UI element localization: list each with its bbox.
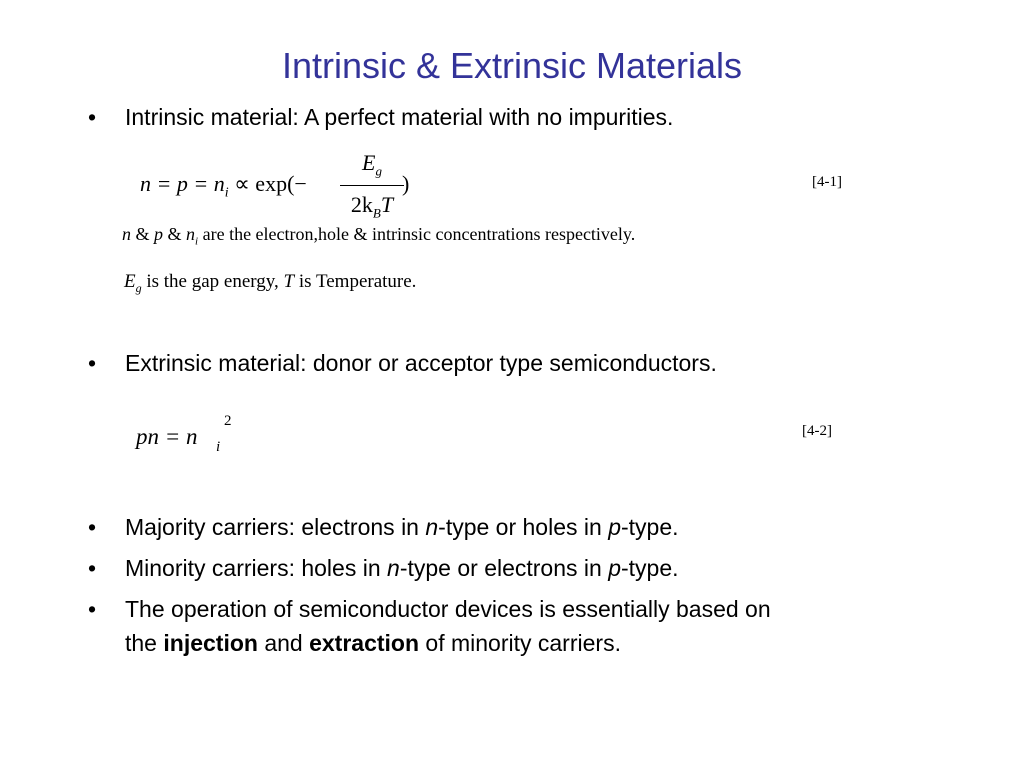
bullet-text: Intrinsic material: A perfect material with no impurities. (125, 104, 674, 130)
bullet-marker: • (88, 514, 97, 540)
eq2-superscript: 2 (224, 413, 232, 429)
bullet-text-line1: The operation of semiconductor devices is essentially based on (125, 596, 771, 622)
eq1-denominator: $2k_BT$ (350, 192, 394, 221)
bullet-marker: • (88, 555, 97, 581)
eq1-reference: [4-1] (812, 174, 842, 190)
eq2-subscript: i (216, 439, 221, 455)
bullet-marker: • (88, 350, 97, 376)
bullet-text: Extrinsic material: donor or acceptor type semiconductors. (125, 350, 717, 376)
equation-4-1 (140, 171, 307, 201)
equation-4-2: pn = n (136, 424, 198, 449)
eq1-close-paren: ) (402, 171, 410, 196)
eq1-lhs: n = p = n (140, 171, 225, 196)
bullet-text: Majority carriers: electrons in n-type or holes in p-type. (125, 514, 679, 540)
eq1-rhs: ∝ exp(− (228, 171, 307, 196)
eq1-fraction-bar (340, 185, 404, 186)
bullet-marker: • (88, 104, 97, 130)
bullet-marker: • (88, 596, 97, 622)
slide-title: Intrinsic & Extrinsic Materials (281, 45, 743, 86)
eq1-numerator: $E_g$ (362, 150, 382, 179)
bullet-text-line2: the injection and extraction of minority carriers. (125, 630, 621, 656)
eq1-lhs-sub: i (224, 185, 229, 201)
bullet-text: Minority carriers: holes in n-type or electrons in p-type. (125, 555, 679, 581)
eq1-note-concentrations: n & p & $n_i$ are the electron,hole & intrinsic concentrations respectively. (122, 224, 636, 248)
eq1-note-gap-energy: $E_g$ is the gap energy, T is Temperature. (124, 271, 417, 295)
eq2-reference: [4-2] (802, 423, 832, 439)
